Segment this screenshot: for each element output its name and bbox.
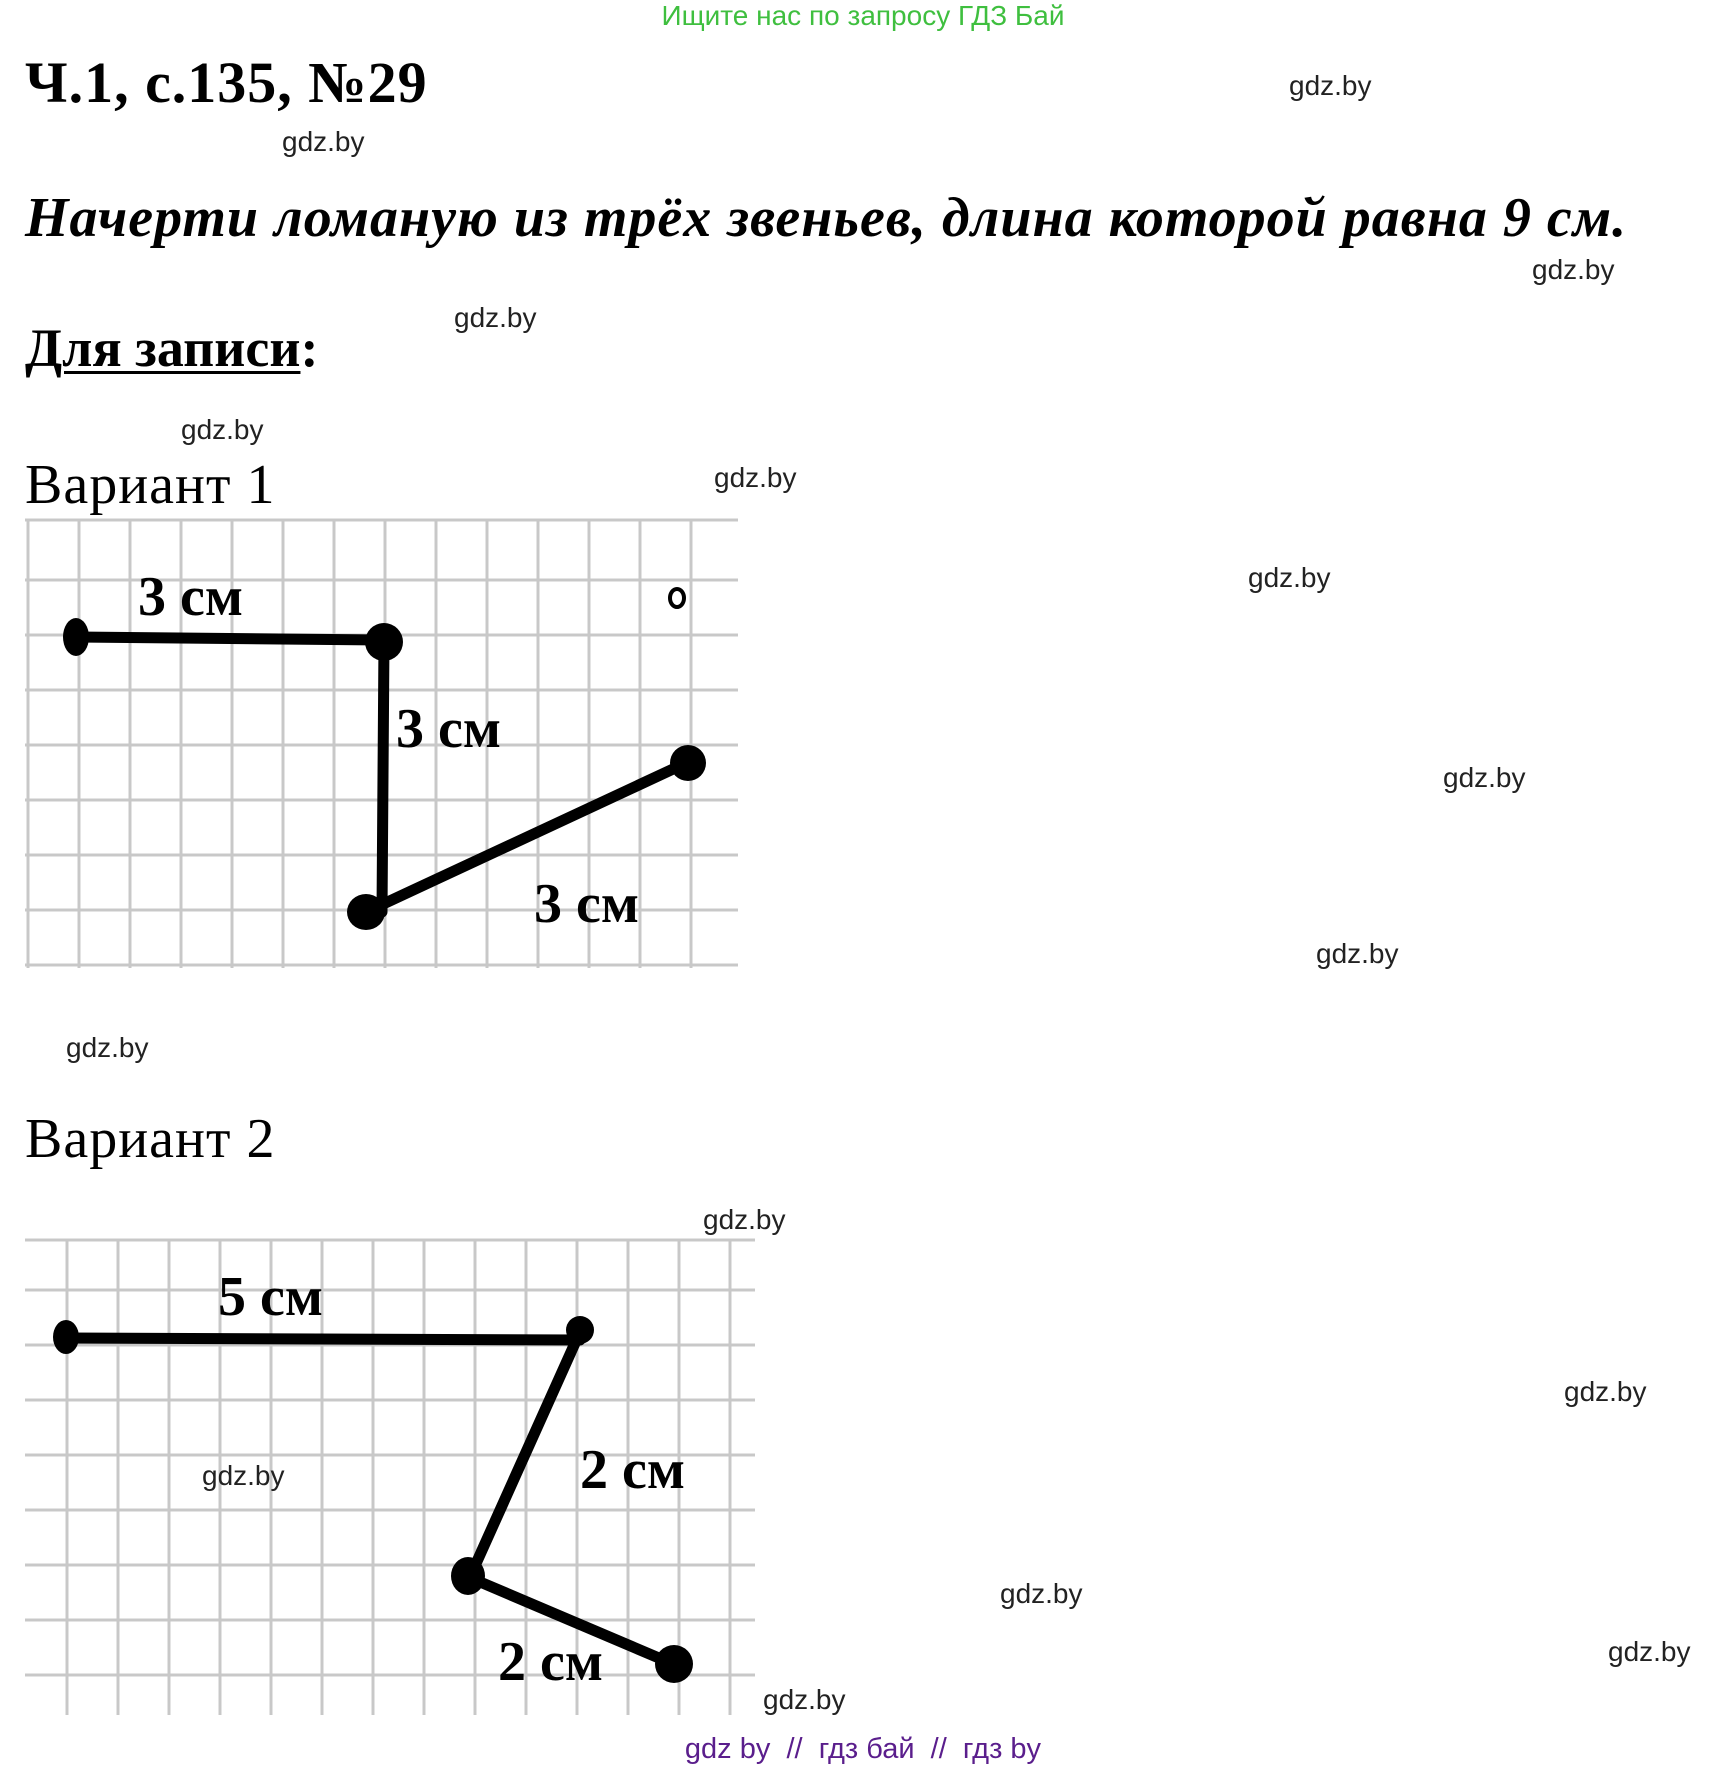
variant-1-segment-1	[76, 637, 384, 640]
watermark: gdz.by	[1564, 1376, 1647, 1407]
footer-links: gdz by // гдз бай // гдз by	[684, 1733, 1042, 1765]
page-heading: Ч.1, с.135, №29	[25, 50, 428, 115]
variant-1-polyline	[76, 637, 686, 912]
variant-2-label-2: 2 см	[580, 1439, 685, 1501]
variant-2-title: Вариант 2	[25, 1108, 276, 1170]
watermark: gdz.by	[66, 1032, 149, 1063]
watermark: gdz.by	[763, 1684, 846, 1715]
watermark: gdz.by	[1608, 1636, 1691, 1667]
watermark: gdz.by	[181, 414, 264, 445]
watermark: gdz.by	[1289, 70, 1372, 101]
watermark: gdz.by	[1532, 254, 1615, 285]
watermark: gdz.by	[714, 462, 797, 493]
variant-1-label-2: 3 см	[396, 698, 501, 760]
watermark: gdz.by	[282, 126, 365, 157]
variant-2-label-1: 5 см	[218, 1266, 323, 1328]
task-text: Начерти ломаную из трёх звеньев, длина которой равна 9 см.	[25, 187, 1628, 249]
watermark: gdz.by	[454, 302, 537, 333]
record-label: Для записи	[25, 318, 301, 378]
variant-2-drawing	[25, 1240, 755, 1715]
variant-2-label-3: 2 см	[498, 1631, 603, 1693]
stray-dot-mark	[670, 589, 684, 607]
variant-1-label-3: 3 см	[534, 873, 639, 935]
watermark: gdz.by	[1316, 938, 1399, 969]
watermark: gdz.by	[202, 1460, 285, 1491]
watermark: gdz.by	[1000, 1578, 1083, 1609]
variant-1-label-1: 3 см	[138, 566, 243, 628]
watermark: gdz.by	[1443, 762, 1526, 793]
variant-1-drawing	[25, 520, 738, 968]
record-colon: :	[300, 318, 319, 378]
variant-1-segment-2	[382, 640, 384, 912]
watermark: gdz.by	[1248, 562, 1331, 593]
watermark: gdz.by	[703, 1204, 786, 1235]
top-banner: Ищите нас по запросу ГДЗ Бай	[661, 0, 1065, 31]
variant-1-title: Вариант 1	[25, 454, 276, 516]
variant-2-segment-1	[66, 1338, 580, 1340]
